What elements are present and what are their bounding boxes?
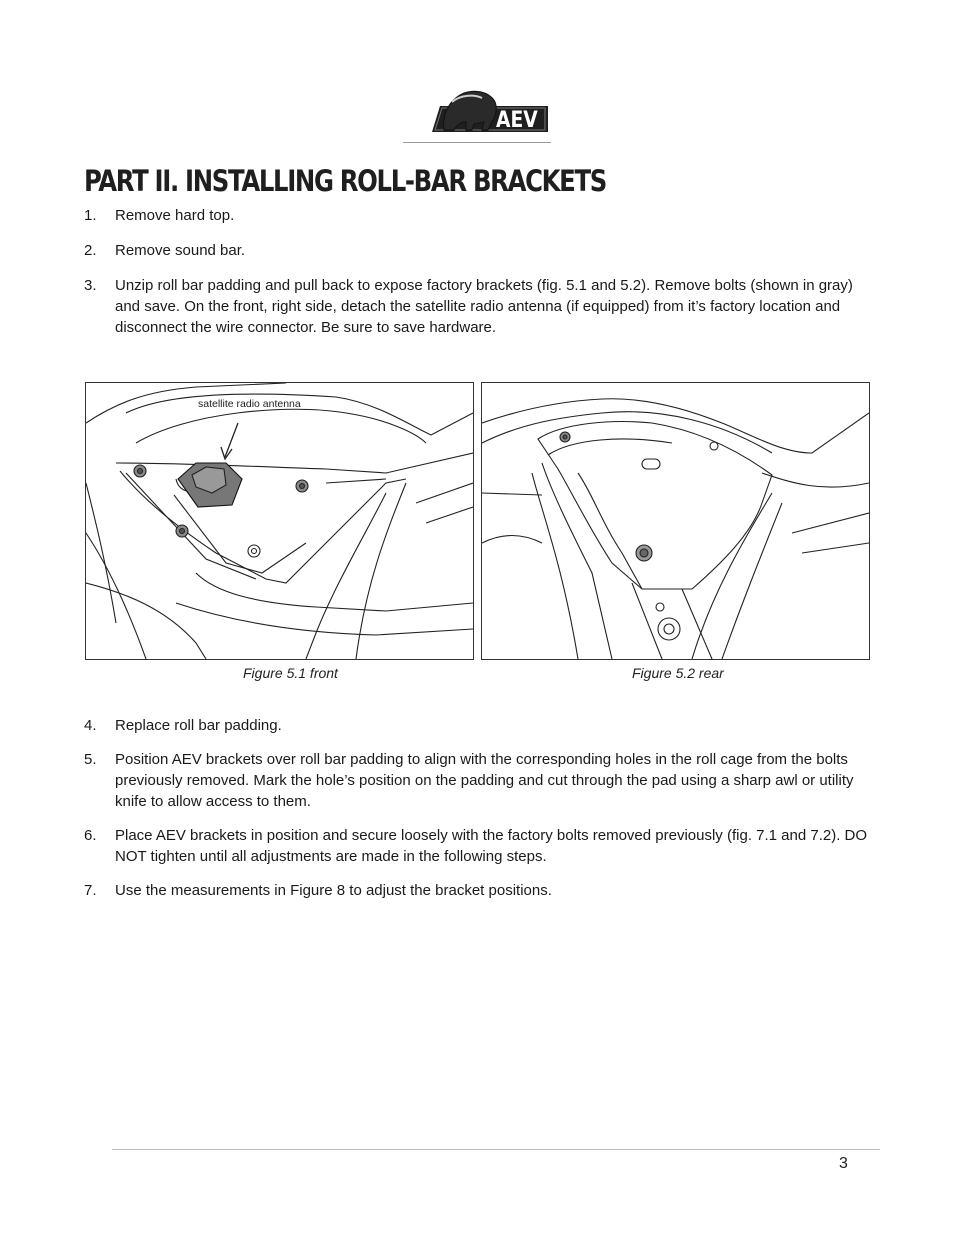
step-text: Place AEV brackets in position and secure loosely with the factory bolts removed previously (fig. 7.1 and 7.2). DO NOT tighten until all adjustments are made in the following steps. xyxy=(115,827,868,865)
step-number: 5. xyxy=(84,751,97,768)
figure-rear xyxy=(481,382,870,660)
logo-divider xyxy=(403,142,551,143)
step-text: Replace roll bar padding. xyxy=(115,717,282,734)
logo-wordmark: AEV xyxy=(496,106,538,133)
page-title: PART II. INSTALLING ROLL-BAR BRACKETS xyxy=(84,164,606,198)
figure-caption-rear: Figure 5.2 rear xyxy=(632,665,724,681)
steps-list-bottom xyxy=(84,715,874,901)
step-number: 6. xyxy=(84,827,97,844)
list-item xyxy=(84,880,874,901)
steps-list-top xyxy=(84,205,874,338)
footer-divider xyxy=(112,1149,880,1150)
step-text: Remove hard top. xyxy=(115,207,235,224)
list-item xyxy=(84,205,874,226)
step-number: 3. xyxy=(84,277,97,294)
step-text: Unzip roll bar padding and pull back to expose factory brackets (fig. 5.1 and 5.2). Remove bolts (shown in gray) and save. On the front, right side, detach the satellite radio antenna (if equipped) from it’s factory location and disconnect the wire connector. Be sure to save hardware. xyxy=(115,277,853,336)
step-number: 1. xyxy=(84,207,97,224)
front-bracket-illustration xyxy=(86,383,473,659)
list-item xyxy=(84,240,874,261)
list-item xyxy=(84,749,874,812)
aev-logo xyxy=(430,86,550,146)
list-item xyxy=(84,825,874,867)
page-number: 3 xyxy=(839,1155,848,1172)
list-item xyxy=(84,715,874,736)
bison-logo-icon xyxy=(430,86,550,146)
step-number: 7. xyxy=(84,882,97,899)
step-text: Use the measurements in Figure 8 to adjust the bracket positions. xyxy=(115,882,552,899)
figure-caption-front: Figure 5.1 front xyxy=(243,665,338,681)
list-item xyxy=(84,275,874,338)
figure-front xyxy=(85,382,474,660)
step-text: Remove sound bar. xyxy=(115,242,246,259)
rear-bracket-illustration xyxy=(482,383,869,659)
antenna-callout: satellite radio antenna xyxy=(198,398,301,410)
step-number: 4. xyxy=(84,717,97,734)
step-number: 2. xyxy=(84,242,97,259)
step-text: Position AEV brackets over roll bar padding to align with the corresponding holes in the roll cage from the bolts previously removed. Mark the hole’s position on the padding and cut through the pad using a sharp awl or utility knife to allow access to them. xyxy=(115,751,854,810)
